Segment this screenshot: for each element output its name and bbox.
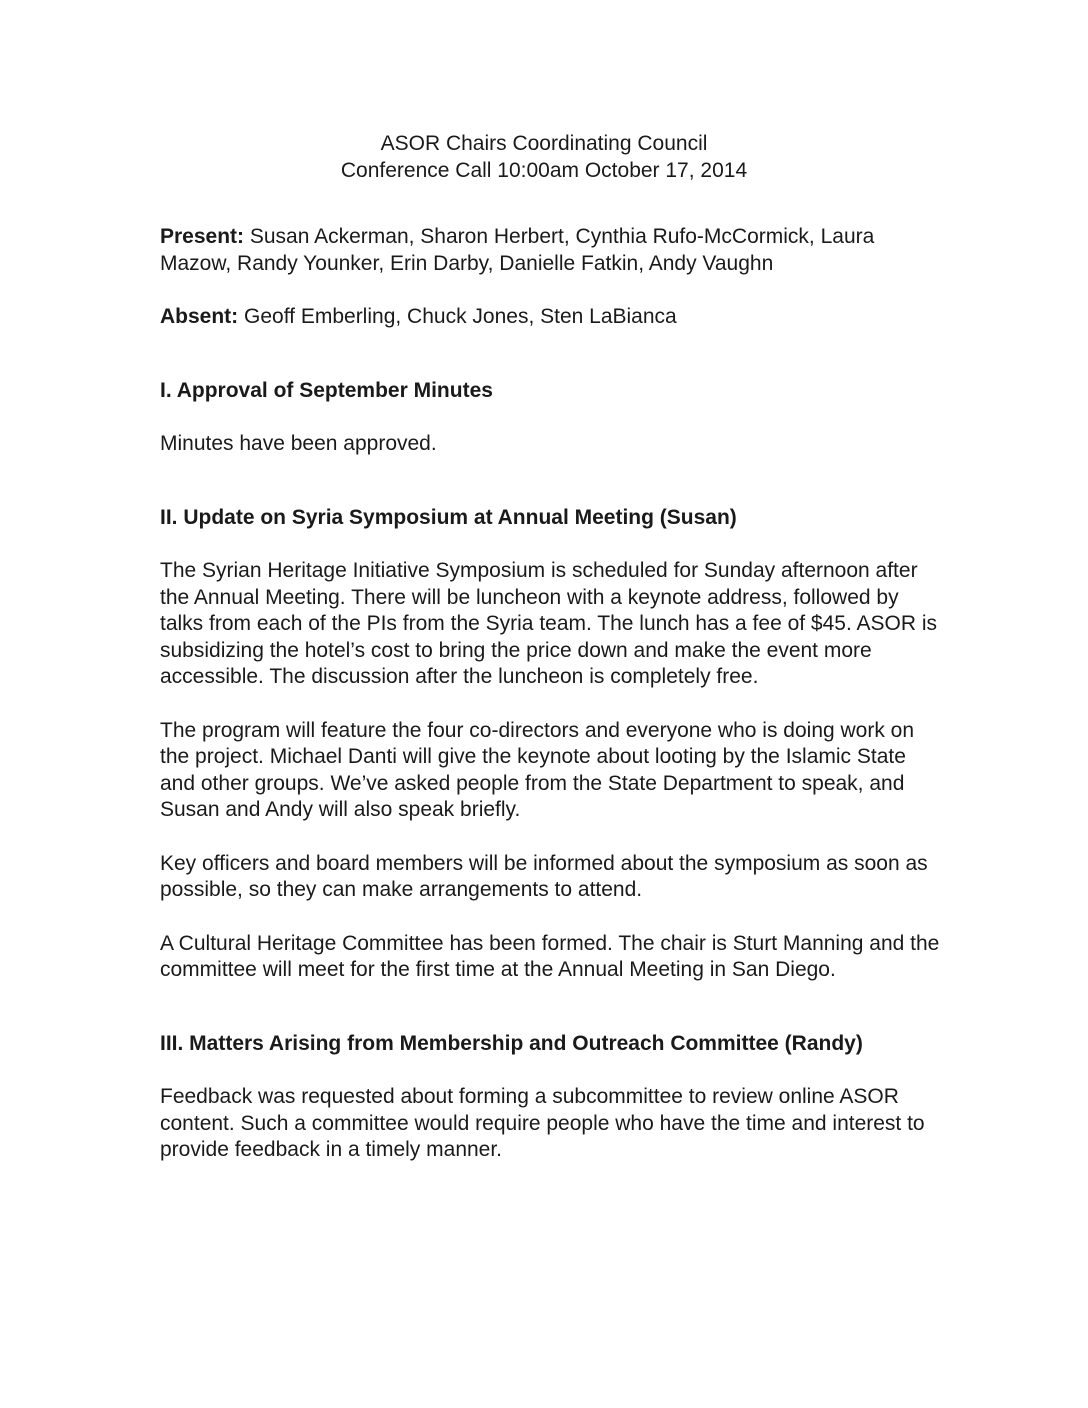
- section-paragraph: Minutes have been approved.: [160, 432, 437, 455]
- present-line: [160, 224, 940, 277]
- section-paragraph: Feedback was requested about forming a subcommittee to review online ASOR content. Such a committee would require people who have the time and interest to provide feedback in a timely manner.: [160, 1085, 925, 1161]
- section-heading-syria: II. Update on Syria Symposium at Annual Meeting (Susan): [160, 505, 737, 529]
- section-paragraph: A Cultural Heritage Committee has been formed. The chair is Sturt Manning and the committee will meet for the first time at the Annual Meeting in San Diego.: [160, 931, 940, 981]
- section-paragraph: The Syrian Heritage Initiative Symposium is scheduled for Sunday afternoon after the Annual Meeting. There will be luncheon with a keynote address, followed by talks from each of the PIs from the Syria team. The lunch has a fee of $45. ASOR is subsidizing the hotel’s cost to bring the price down and make the event more accessible. The discussion after the luncheon is completely free.: [160, 559, 937, 688]
- document-header: [160, 131, 928, 184]
- document-title: ASOR Chairs Coordinating Council: [380, 132, 708, 155]
- absent-names: Geoff Emberling, Chuck Jones, Sten LaBianca: [244, 305, 677, 328]
- present-label: Present:: [160, 225, 245, 248]
- document-subtitle: Conference Call 10:00am October 17, 2014: [340, 158, 748, 182]
- document-body: [160, 131, 940, 1164]
- section-heading-approval: I. Approval of September Minutes: [160, 378, 493, 402]
- present-names: Susan Ackerman, Sharon Herbert, Cynthia Rufo-McCormick, Laura Mazow, Randy Younker, Erin Darby, Danielle Fatkin, Andy Vaughn: [160, 225, 875, 275]
- section-heading-membership: III. Matters Arising from Membership and Outreach Committee (Randy): [160, 1031, 863, 1055]
- absent-line: [160, 304, 940, 331]
- absent-label: Absent:: [160, 305, 239, 328]
- section-paragraph: The program will feature the four co-directors and everyone who is doing work on the project. Michael Danti will give the keynote about looting by the Islamic State and other groups. We’ve asked people from the State Department to speak, and Susan and Andy will also speak briefly.: [160, 718, 915, 821]
- section-paragraph: Key officers and board members will be informed about the symposium as soon as possible, so they can make arrangements to attend.: [160, 851, 928, 901]
